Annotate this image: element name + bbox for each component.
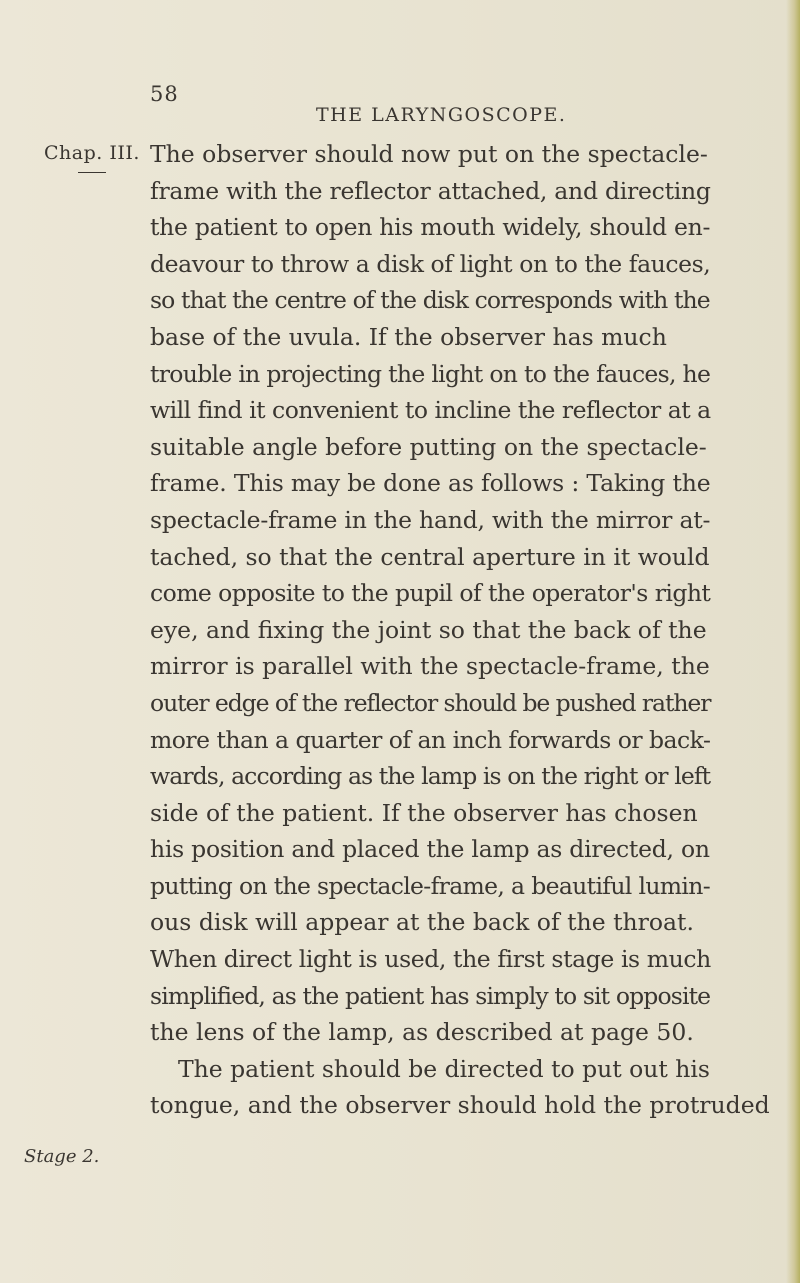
text-line: mirror is parallel with the spectacle-frame, the	[150, 652, 710, 681]
text-line: outer edge of the reflector should be pushed rather	[150, 688, 711, 717]
running-title: THE LARYNGOSCOPE.	[316, 104, 567, 126]
text-line: trouble in projecting the light on to the fauces, he	[150, 359, 711, 388]
text-line: suitable angle before putting on the spectacle-	[150, 432, 707, 461]
text-line: The patient should be directed to put out his	[178, 1054, 710, 1083]
chapter-marginal-label: Chap. III.	[44, 142, 140, 164]
text-line: his position and placed the lamp as directed, on	[150, 835, 710, 864]
text-line: simplified, as the patient has simply to sit opposite	[150, 981, 711, 1010]
chapter-underline	[78, 172, 106, 173]
text-line: wards, according as the lamp is on the right or left	[150, 762, 711, 791]
stage-marginal-note: Stage 2.	[24, 1146, 100, 1167]
text-line: eye, and fixing the joint so that the back of the	[150, 615, 707, 644]
text-line: deavour to throw a disk of light on to the fauces,	[150, 249, 711, 278]
body-text	[150, 136, 770, 1124]
text-line: The observer should now put on the spectacle-	[150, 140, 708, 168]
text-line: the patient to open his mouth widely, should en-	[150, 213, 711, 242]
page-edge-shadow	[786, 0, 800, 1283]
text-line: more than a quarter of an inch forwards or back-	[150, 725, 711, 754]
text-line: tongue, and the observer should hold the protruded	[150, 1091, 770, 1120]
text-line: the lens of the lamp, as described at page 50.	[150, 1018, 694, 1047]
text-line: base of the uvula. If the observer has much	[150, 322, 667, 351]
text-line: When direct light is used, the first stage is much	[150, 945, 711, 974]
text-line: so that the centre of the disk corresponds with the	[150, 286, 710, 315]
text-line: ous disk will appear at the back of the throat.	[150, 908, 694, 937]
text-line: come opposite to the pupil of the operator's right	[150, 579, 711, 608]
text-line: will find it convenient to incline the reflector at a	[150, 396, 711, 425]
page-number: 58	[150, 82, 179, 106]
text-line: spectacle-frame in the hand, with the mirror at-	[150, 505, 711, 534]
text-line: side of the patient. If the observer has chosen	[150, 798, 698, 827]
text-line: tached, so that the central aperture in it would	[150, 542, 710, 571]
text-line: putting on the spectacle-frame, a beautiful lumin-	[150, 871, 711, 900]
text-line: frame with the reflector attached, and directing	[150, 176, 711, 205]
text-line: frame. This may be done as follows : Taking the	[150, 469, 711, 498]
